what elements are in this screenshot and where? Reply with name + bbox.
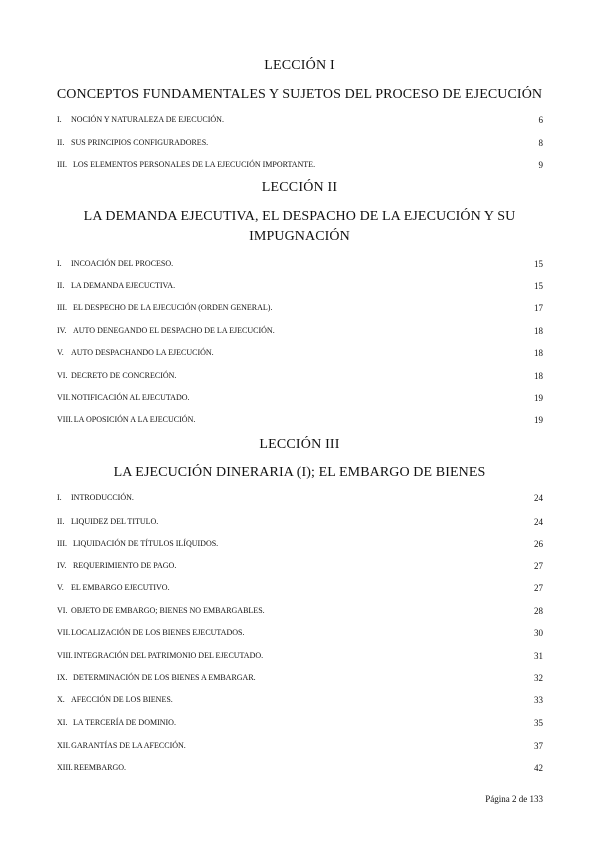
toc-entry-number: IV.: [57, 326, 67, 335]
lesson-heading: LA DEMANDA EJECUTIVA, EL DESPACHO DE LA EJECUCIÓN Y SU IMPUGNACIÓN: [83, 209, 516, 244]
toc-entry[interactable]: [57, 515, 543, 529]
toc-entry[interactable]: [57, 369, 543, 383]
toc-entry-page: 19: [534, 415, 543, 425]
toc-entry-number: V.: [57, 348, 64, 357]
toc-entry-number: III.: [57, 539, 67, 548]
toc-entry[interactable]: [57, 158, 543, 172]
toc-entry-page: 24: [534, 517, 543, 527]
toc-entry-page: 33: [534, 695, 543, 705]
toc-entry[interactable]: [57, 491, 543, 505]
lesson-heading: LA EJECUCIÓN DINERARIA (I); EL EMBARGO DE BIENES: [113, 465, 486, 480]
toc-entry-page: 18: [534, 326, 543, 336]
toc-entry-page: 18: [534, 348, 543, 358]
toc-entry-page: 32: [534, 673, 543, 683]
toc-entry-title: INTEGRACIÓN DEL PATRIMONIO DEL EJECUTADO.: [73, 651, 264, 660]
toc-entry[interactable]: [57, 739, 543, 753]
toc-entry-page: 15: [534, 281, 543, 291]
toc-entry-page: 15: [534, 259, 543, 269]
page-number-footer: Página 2 de 133: [485, 794, 543, 804]
toc-entry-page: 26: [534, 539, 543, 549]
toc-entry[interactable]: [57, 761, 543, 775]
toc-entry-number: V.: [57, 583, 64, 592]
toc-entry-page: 35: [534, 718, 543, 728]
toc-entry-number: VIII.: [57, 415, 73, 424]
toc-entry[interactable]: [57, 537, 543, 551]
toc-entry-number: II.: [57, 138, 65, 147]
toc-entry-number: VII.: [57, 393, 71, 402]
toc-entry-title: AUTO DESPACHANDO LA EJECUCIÓN.: [71, 348, 214, 357]
toc-entry-title: REQUERIMIENTO DE PAGO.: [73, 561, 177, 570]
toc-entry-number: X.: [57, 695, 65, 704]
toc-entry-page: 8: [538, 138, 543, 148]
toc-entry-page: 28: [534, 606, 543, 616]
toc-entry-number: I.: [57, 493, 62, 502]
toc-entry[interactable]: [57, 671, 543, 685]
toc-entry-title: LIQUIDEZ DEL TITULO.: [71, 517, 159, 526]
lesson-title: LECCIÓN I: [264, 58, 335, 73]
toc-entry-title: EL EMBARGO EJECUTIVO.: [71, 583, 170, 592]
toc-entry[interactable]: [57, 257, 543, 271]
toc-entry-number: IX.: [57, 673, 68, 682]
toc-entry[interactable]: [57, 693, 543, 707]
toc-entry-title: DETERMINACIÓN DE LOS BIENES A EMBARGAR.: [73, 673, 256, 682]
toc-entry[interactable]: [57, 413, 543, 427]
toc-entry-title: LA DEMANDA EJECUCTIVA.: [71, 281, 176, 290]
toc-entry[interactable]: [57, 626, 543, 640]
toc-entry-title: OBJETO DE EMBARGO; BIENES NO EMBARGABLES.: [71, 606, 265, 615]
lesson-heading: CONCEPTOS FUNDAMENTALES Y SUJETOS DEL PROCESO DE EJECUCIÓN: [56, 87, 543, 102]
toc-entry-number: III.: [57, 160, 67, 169]
toc-entry-page: 42: [534, 763, 543, 773]
toc-entry[interactable]: [57, 581, 543, 595]
toc-entry[interactable]: [57, 279, 543, 293]
toc-entry-title: REEMBARGO.: [73, 763, 127, 772]
toc-entry-number: II.: [57, 517, 65, 526]
toc-entry-page: 6: [538, 115, 543, 125]
toc-entry-number: XI.: [57, 718, 68, 727]
toc-entry-title: LOCALIZACIÓN DE LOS BIENES EJECUTADOS.: [71, 628, 245, 637]
toc-entry-number: IV.: [57, 561, 67, 570]
toc-entry-number: VIII.: [57, 651, 73, 660]
toc-entry-number: XII.: [57, 741, 71, 750]
toc-entry-number: I.: [57, 115, 62, 124]
toc-entry[interactable]: [57, 346, 543, 360]
toc-entry-title: INCOACIÓN DEL PROCESO.: [71, 259, 174, 268]
toc-entry-number: VI.: [57, 371, 68, 380]
toc-entry-page: 19: [534, 393, 543, 403]
toc-entry[interactable]: [57, 301, 543, 315]
toc-entry[interactable]: [57, 113, 543, 127]
toc-entry-page: 18: [534, 371, 543, 381]
toc-entry-title: AFECCIÓN DE LOS BIENES.: [71, 695, 173, 704]
toc-entry[interactable]: [57, 136, 543, 150]
toc-entry-page: 31: [534, 651, 543, 661]
toc-entry-title: INTRODUCCIÓN.: [71, 493, 134, 502]
toc-entry-number: III.: [57, 303, 67, 312]
toc-entry-title: DECRETO DE CONCRECIÓN.: [71, 371, 177, 380]
lesson-title: LECCIÓN III: [259, 437, 340, 452]
toc-entry[interactable]: [57, 324, 543, 338]
toc-entry-page: 27: [534, 583, 543, 593]
toc-entry-title: LOS ELEMENTOS PERSONALES DE LA EJECUCIÓN IMPORTANTE.: [73, 160, 316, 169]
toc-entry-title: EL DESPECHO DE LA EJECUCIÓN (ORDEN GENERAL).: [73, 303, 273, 312]
toc-entry-number: II.: [57, 281, 65, 290]
toc-entry-number: VII.: [57, 628, 71, 637]
toc-entry-number: XIII.: [57, 763, 73, 772]
toc-entry[interactable]: [57, 559, 543, 573]
toc-entry-number: I.: [57, 259, 62, 268]
toc-entry[interactable]: [57, 649, 543, 663]
lesson-title: LECCIÓN II: [261, 180, 338, 195]
toc-entry[interactable]: [57, 604, 543, 618]
toc-entry[interactable]: [57, 716, 543, 730]
toc-entry-title: LIQUIDACIÓN DE TÍTULOS ILÍQUIDOS.: [73, 539, 219, 548]
toc-entry-page: 17: [534, 303, 543, 313]
toc-entry-page: 9: [538, 160, 543, 170]
toc-entry-title: NOTIFICACIÓN AL EJECUTADO.: [71, 393, 190, 402]
toc-entry-page: 24: [534, 493, 543, 503]
toc-entry-title: AUTO DENEGANDO EL DESPACHO DE LA EJECUCIÓN.: [73, 326, 275, 335]
toc-entry-title: NOCIÓN Y NATURALEZA DE EJECUCIÓN.: [71, 115, 224, 124]
toc-entry-title: GARANTÍAS DE LA AFECCIÓN.: [71, 741, 186, 750]
toc-entry-title: LA OPOSICIÓN A LA EJECUCIÓN.: [73, 415, 196, 424]
toc-entry-title: SUS PRINCIPIOS CONFIGURADORES.: [71, 138, 209, 147]
toc-entry-number: VI.: [57, 606, 68, 615]
toc-entry-page: 27: [534, 561, 543, 571]
toc-entry[interactable]: [57, 391, 543, 405]
toc-entry-page: 37: [534, 741, 543, 751]
toc-entry-page: 30: [534, 628, 543, 638]
toc-entry-title: LA TERCERÍA DE DOMINIO.: [73, 718, 176, 727]
